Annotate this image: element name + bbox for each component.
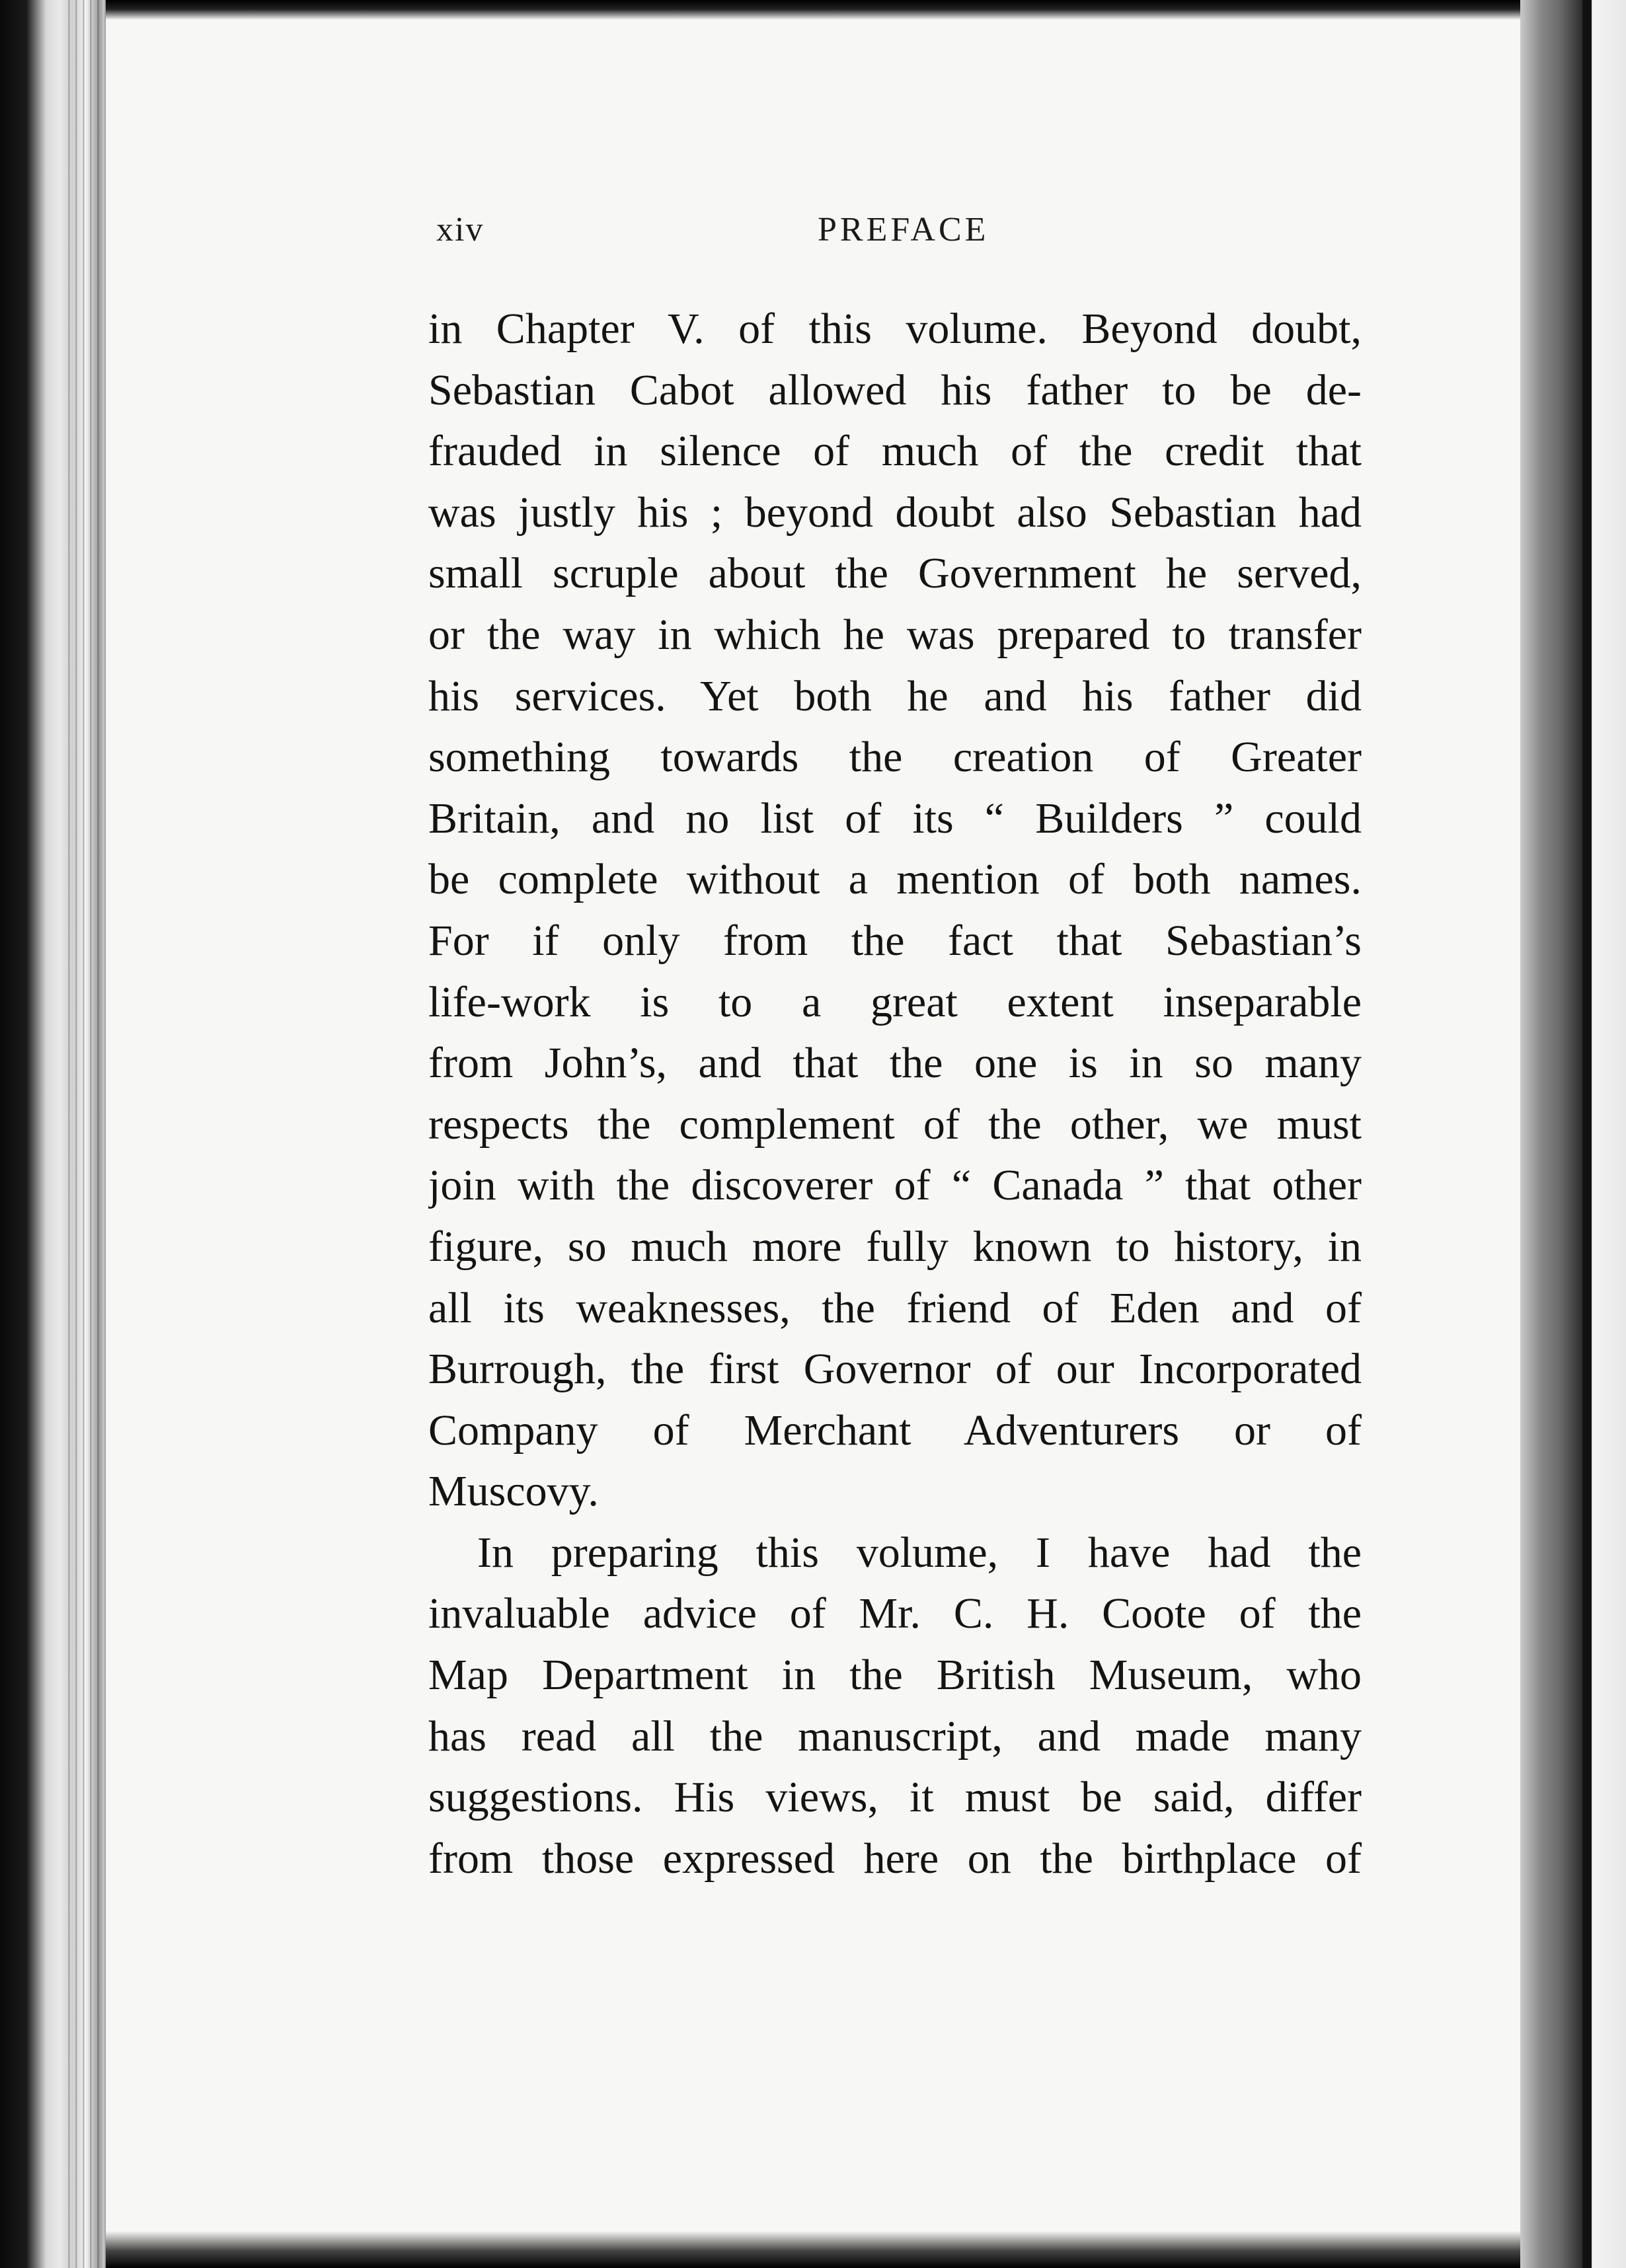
- text-line: Map Department in the British Museum, who: [428, 1651, 1362, 1700]
- text-line: or the way in which he was prepared to transfer: [428, 610, 1362, 659]
- body-text: [428, 299, 1362, 1889]
- text-line: frauded in silence of much of the credit that: [428, 427, 1362, 476]
- page-stack-lines: [63, 0, 109, 2268]
- text-line: from those expressed here on the birthplace of: [428, 1834, 1362, 1883]
- text-line: from John’s, and that the one is in so many: [428, 1039, 1362, 1088]
- text-line: life-work is to a great extent inseparable: [428, 977, 1362, 1026]
- text-line: was justly his ; beyond doubt also Sebastian had: [428, 488, 1362, 537]
- text-line: small scruple about the Government he served,: [428, 549, 1362, 598]
- top-page-edge: [106, 0, 1560, 20]
- paragraph-2: [428, 1523, 1362, 1890]
- text-line: respects the complement of the other, we must: [428, 1100, 1362, 1149]
- text-line: For if only from the fact that Sebastian’s: [428, 916, 1362, 965]
- text-line: be complete without a mention of both names.: [428, 855, 1362, 904]
- text-line: suggestions. His views, it must be said, differ: [428, 1773, 1362, 1822]
- text-line: something towards the creation of Greater: [428, 733, 1362, 782]
- text-line: in Chapter V. of this volume. Beyond doubt,: [428, 305, 1362, 353]
- text-line: his services. Yet both he and his father did: [428, 671, 1362, 720]
- running-head: [436, 210, 1362, 263]
- text-line: In preparing this volume, I have had the: [477, 1528, 1362, 1577]
- text-line: all its weaknesses, the friend of Eden and of: [428, 1283, 1362, 1332]
- text-line: Muscovy.: [428, 1467, 599, 1516]
- right-page-edge: [1520, 0, 1626, 2268]
- text-line: figure, so much more fully known to history, in: [428, 1222, 1362, 1271]
- paragraph-1: [428, 299, 1362, 1523]
- bottom-page-edge: [106, 2231, 1560, 2268]
- text-line: Britain, and no list of its “ Builders ” could: [428, 794, 1362, 843]
- text-line: join with the discoverer of “ Canada ” that other: [428, 1161, 1362, 1210]
- running-title: PREFACE: [818, 211, 989, 248]
- text-line: Company of Merchant Adventurers or of: [428, 1406, 1362, 1455]
- page-number: xiv: [436, 211, 484, 248]
- text-line: Burrough, the first Governor of our Incorporated: [428, 1345, 1362, 1394]
- text-line: Sebastian Cabot allowed his father to be de-: [428, 365, 1362, 414]
- text-line: invaluable advice of Mr. C. H. Coote of the: [428, 1589, 1362, 1638]
- text-line: has read all the manuscript, and made many: [428, 1712, 1362, 1760]
- right-gutter-shadow: [1582, 0, 1592, 2268]
